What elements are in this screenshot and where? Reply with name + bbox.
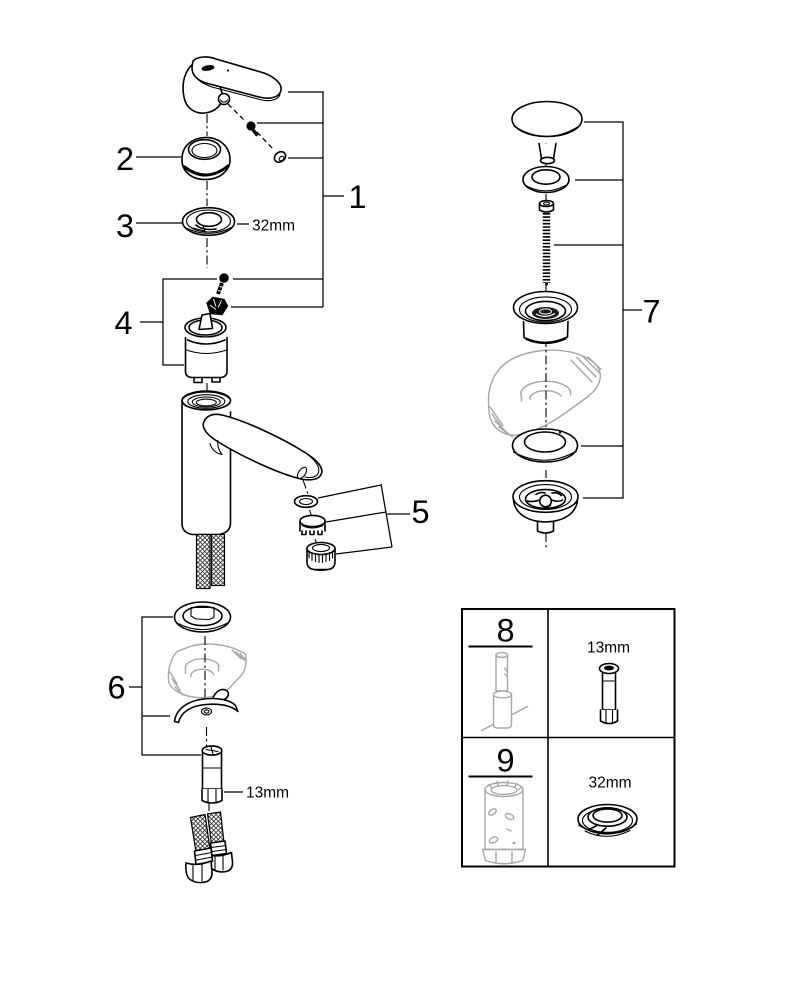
drain-plug-drawing [512, 102, 582, 164]
callout-2-label: 2 [116, 141, 135, 177]
callout-9-label: 9 [496, 742, 515, 779]
cartridge-drawing [185, 314, 227, 383]
lever-handle-drawing [183, 57, 281, 113]
callout-1-label: 1 [348, 179, 367, 215]
callout-3-label: 3 [116, 208, 135, 244]
aerator-insert-drawing [300, 515, 325, 534]
base-ring-drawing [175, 602, 231, 632]
drain-body-drawing [513, 481, 578, 533]
drain-ring-drawing [523, 167, 569, 193]
cartridge-screw-drawing [218, 273, 229, 294]
faucet-body-drawing [182, 391, 322, 534]
callout-6-label: 6 [107, 669, 126, 706]
retaining-ring-drawing [183, 208, 235, 236]
drain-gasket-drawing [513, 429, 578, 462]
dim-32mm-ring-label: 32mm [252, 217, 296, 235]
dim-13mm-box-label: 13mm [586, 639, 631, 657]
stud-13mm-drawing [600, 664, 619, 724]
tool-cartridge-socket-drawing [483, 781, 526, 864]
dim-32mm-box-label: 32mm [588, 774, 632, 792]
handle-screw-drawing [228, 104, 273, 149]
aerator-gasket-drawing [295, 496, 318, 508]
supply-hoses-drawing [186, 812, 233, 883]
callout-bracket-5 [318, 484, 410, 554]
handle-plug-cap-drawing [272, 150, 287, 165]
callout-8-label: 8 [496, 612, 515, 649]
drain-flange-drawing [514, 292, 578, 344]
dim-13mm-stud-label: 13mm [246, 784, 290, 802]
mounting-stud-drawing [202, 746, 222, 803]
sink-cutaway-small-drawing [168, 644, 246, 698]
drain-rod-drawing [540, 201, 554, 286]
callout-7-label: 7 [642, 293, 661, 330]
aerator-housing-drawing [307, 543, 335, 571]
callout-4-label: 4 [114, 305, 133, 341]
supply-hose-stubs-drawing [197, 535, 225, 589]
callout-5-label: 5 [411, 494, 430, 530]
sink-cutaway-large-drawing [488, 350, 601, 436]
dome-collar-drawing [182, 137, 230, 179]
ring-32mm-drawing [578, 805, 637, 837]
cartridge-adapter-drawing [207, 298, 228, 315]
